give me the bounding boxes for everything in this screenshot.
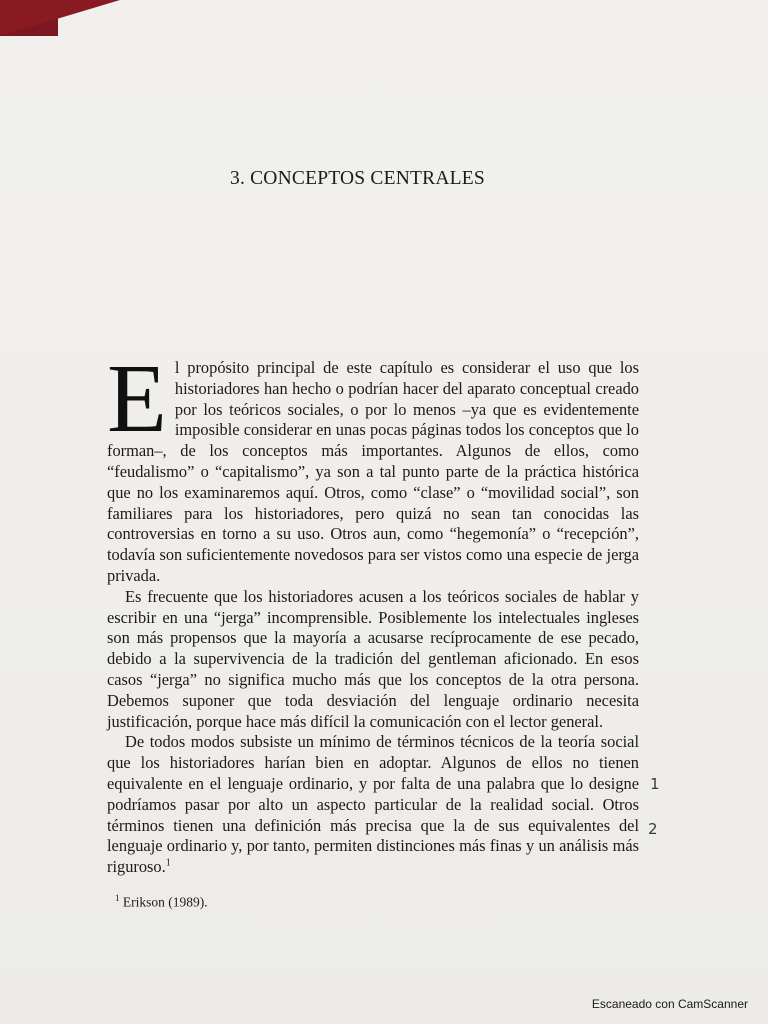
camscanner-watermark: Escaneado con CamScanner <box>591 997 748 1011</box>
footnote-reference: 1 <box>165 857 171 869</box>
footnote-marker: 1 <box>115 893 120 903</box>
body-text <box>107 345 639 878</box>
drop-cap: E <box>107 345 167 453</box>
paragraph-1 <box>107 345 639 587</box>
margin-annotation-1: 1 <box>650 775 660 793</box>
paragraph-3-text: De todos modos subsiste un mínimo de términos técnicos de la teoría social que los historiadores harían bien en adoptar. Algunos de ellos no tienen equivalente en el lenguaje ordinario, y por falta de una palabra que lo designe podríamos pasar por alto un aspecto particular de la realidad social. Otros términos tienen una definición más precisa que la de sus equivalentes del lenguaje ordinario y, por tanto, permiten distinciones más finas y un análisis más riguroso. <box>107 732 639 877</box>
paragraph-3 <box>107 732 639 878</box>
paragraph-1-text: l propósito principal de este capítulo es considerar el uso que los historiadores han hecho o podrían hacer del aparato conceptual creado por los teóricos sociales, o por lo menos –ya que es evidentemente imposible considerar en unas pocas páginas todos los conceptos que lo forman–, de los conceptos más importantes. Algunos de ellos, como “feudalismo” o “capitalismo”, ya son a tal punto parte de la práctica histórica que no los examinaremos aquí. Otros, como “clase” o “movilidad social”, son familiares para los historiadores, pero quizá no sean tan conocidas las controversias en torno a su uso. Otros aun, como “hegemonía” o “recepción”, todavía son suficientemente novedosos para ser vistos como una especie de jerga privada. <box>107 358 639 585</box>
footnote <box>115 893 208 911</box>
footnote-text: Erikson (1989). <box>122 894 208 910</box>
chapter-title: 3. CONCEPTOS CENTRALES <box>230 168 485 189</box>
margin-annotation-2: 2 <box>648 820 658 838</box>
paragraph-2: Es frecuente que los historiadores acusen a los teóricos sociales de hablar y escribir en una “jerga” incomprensible. Posiblemente los intelectuales ingleses son más propensos que la mayoría a acusarse recíprocamente de ese pecado, debido a la supervivencia de la tradición del gentleman aficionado. En esos casos “jerga” no significa mucho más que los conceptos de la otra persona. Debemos suponer que toda desviación del lenguaje ordinario necesita justificación, porque hace más difícil la comunicación con el lector general. <box>107 586 639 731</box>
page-corner-fold <box>0 0 120 36</box>
